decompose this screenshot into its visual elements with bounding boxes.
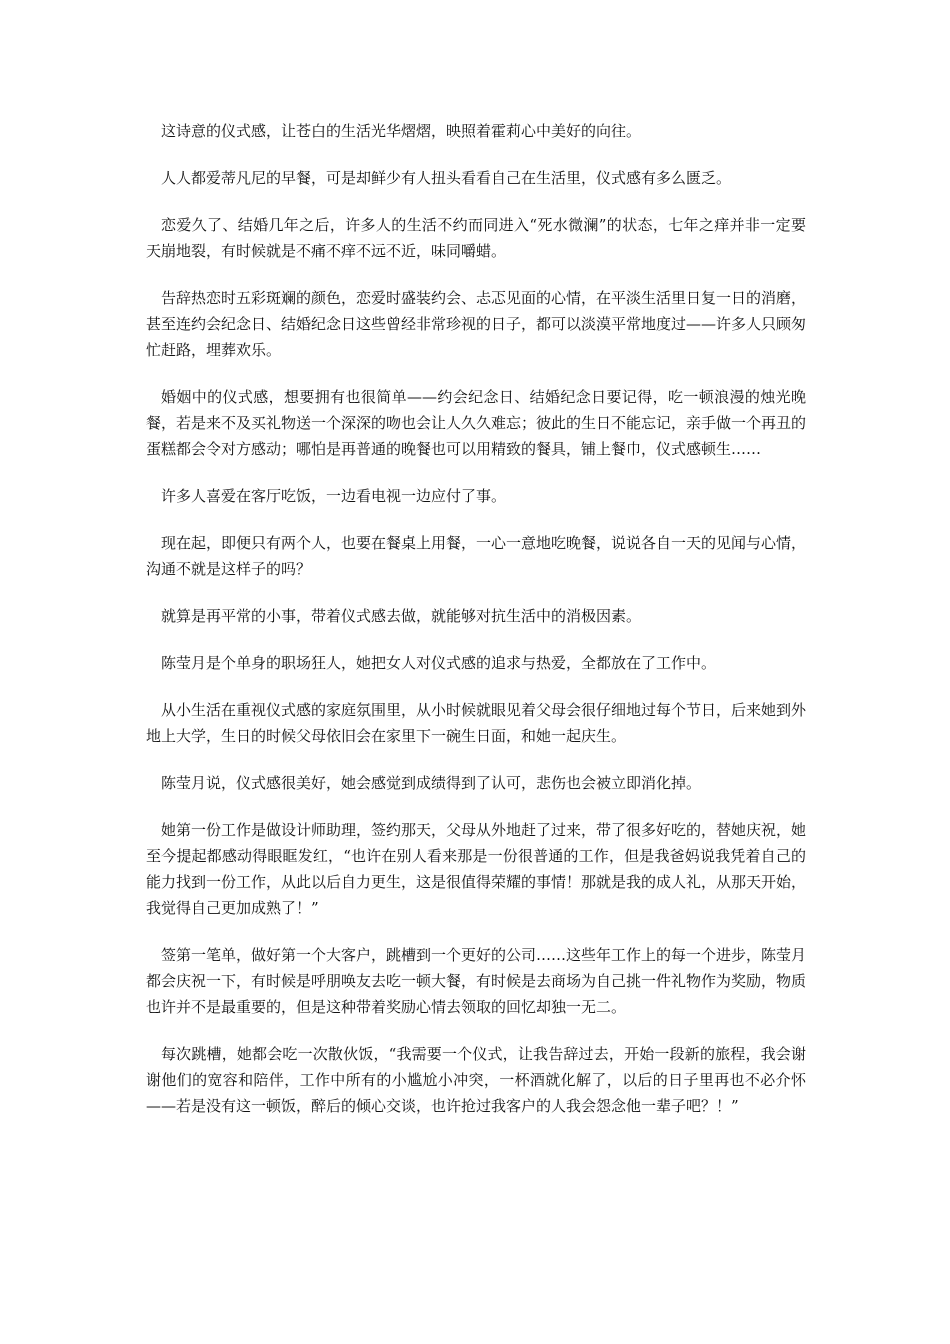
paragraph-6: 许多人喜爱在客厅吃饭，一边看电视一边应付了事。 <box>161 487 507 505</box>
paragraph-13: 签第一笔单，做好第一个大客户，跳槽到一个更好的公司……这些年工作上的每一个进步，陈莹月都会庆祝一下，有时候是呼朋唤友去吃一顿大餐，有时候是去商场为自己挑一件礼物作为奖励，物质也许并不是最重要的，但是这种带着奖励心情去领取的回忆却独一无二。 <box>146 946 807 1016</box>
paragraph-4: 告辞热恋时五彩斑斓的颜色，恋爱时盛装约会、忐忑见面的心情，在平淡生活里日复一日的消磨，甚至连约会纪念日、结婚纪念日这些曾经非常珍视的日子，都可以淡漠平常地度过——许多人只顾匆忙赶路，埋葬欢乐。 <box>146 289 807 359</box>
paragraph-1: 这诗意的仪式感，让苍白的生活光华熠熠，映照着霍莉心中美好的向往。 <box>161 122 642 140</box>
paragraph-10: 从小生活在重视仪式感的家庭氛围里，从小时候就眼见着父母会很仔细地过每个节日，后来她到外地上大学，生日的时候父母依旧会在家里下一碗生日面，和她一起庆生。 <box>146 701 807 745</box>
paragraph-8: 就算是再平常的小事，带着仪式感去做，就能够对抗生活中的消极因素。 <box>161 607 642 625</box>
paragraph-2: 人人都爱蒂凡尼的早餐，可是却鲜少有人扭头看看自己在生活里，仪式感有多么匮乏。 <box>161 169 732 187</box>
paragraph-3: 恋爱久了、结婚几年之后，许多人的生活不约而同进入“死水微澜”的状态，七年之痒并非一定要天崩地裂，有时候就是不痛不痒不远不近，味同嚼蜡。 <box>146 216 806 260</box>
paragraph-12: 她第一份工作是做设计师助理，签约那天，父母从外地赶了过来，带了很多好吃的，替她庆祝，她至今提起都感动得眼眶发红，“也许在别人看来那是一份很普通的工作，但是我爸妈说我凭着自己的能力找到一份工作，从此以后自力更生，这是很值得荣耀的事情！那就是我的成人礼，从那天开始，我觉得自己更加成熟了！” <box>146 821 807 917</box>
paragraph-11: 陈莹月说，仪式感很美好，她会感觉到成绩得到了认可，悲伤也会被立即消化掉。 <box>161 774 702 792</box>
paragraph-7: 现在起，即便只有两个人，也要在餐桌上用餐，一心一意地吃晚餐，说说各自一天的见闻与心情，沟通不就是这样子的吗？ <box>146 534 807 578</box>
paragraph-14: 每次跳槽，她都会吃一次散伙饭，“我需要一个仪式，让我告辞过去，开始一段新的旅程，我会谢谢他们的宽容和陪伴，工作中所有的小尴尬小冲突，一杯酒就化解了，以后的日子里再也不必介怀——若是没有这一顿饭，醉后的倾心交谈，也许抢过我客户的人我会怨念他一辈子吧？！” <box>146 1045 806 1115</box>
paragraph-5: 婚姻中的仪式感，想要拥有也很简单——约会纪念日、结婚纪念日要记得，吃一顿浪漫的烛光晚餐，若是来不及买礼物送一个深深的吻也会让人久久难忘；彼此的生日不能忘记，亲手做一个再丑的蛋糕都会令对方感动；哪怕是再普通的晚餐也可以用精致的餐具，铺上餐巾，仪式感顿生…… <box>146 388 807 458</box>
document-body <box>146 118 806 1140</box>
paragraph-9: 陈莹月是个单身的职场狂人，她把女人对仪式感的追求与热爱，全都放在了工作中。 <box>161 654 717 672</box>
